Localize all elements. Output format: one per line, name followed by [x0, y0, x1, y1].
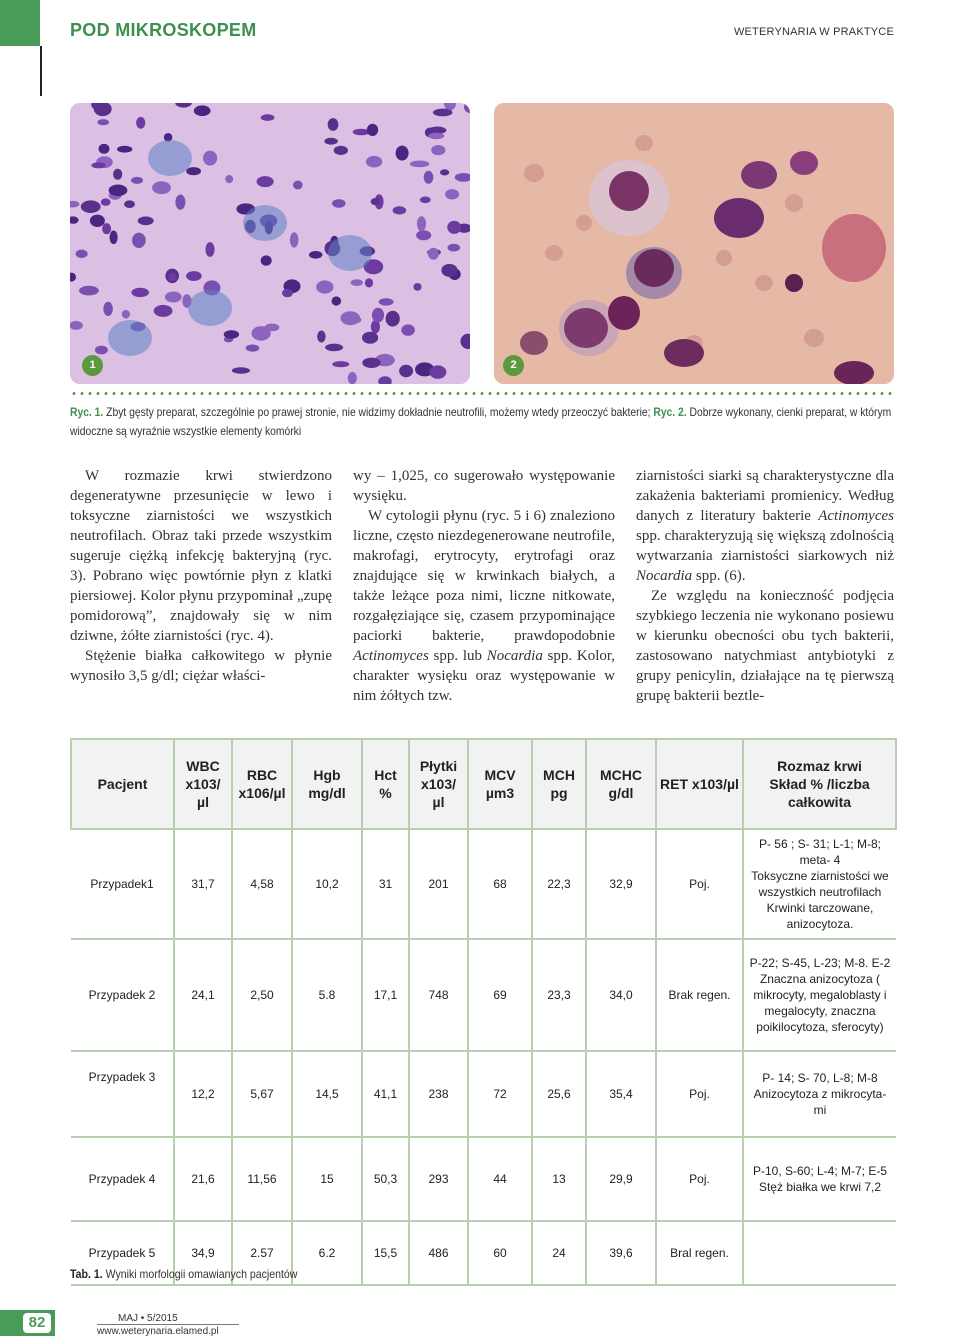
value-cell: 24,1	[174, 939, 232, 1051]
value-cell: 238	[409, 1051, 468, 1137]
value-cell: 39,6	[586, 1221, 656, 1285]
figure-1-micrograph	[70, 103, 470, 384]
value-cell: 486	[409, 1221, 468, 1285]
value-cell: 32,9	[586, 829, 656, 939]
body-column-3	[636, 466, 894, 706]
paragraph: Stężenie białka całkowitego w płynie wynosiło 3,5 g/dl; ciężar właści-	[70, 648, 332, 684]
smear-cell	[743, 1221, 896, 1285]
table-row	[71, 939, 896, 1051]
header-accent-tab	[0, 0, 40, 46]
patient-cell: Przypadek 5	[88, 1246, 156, 1260]
caption-text-2: Dobrze wykonany, cienki preparat, w którym	[686, 405, 892, 419]
column-header: Płytki x103/ µl	[409, 739, 468, 829]
smear-cell: P-10, S-60; L-4; M-7; E-5 Stęż białka we krwi 7,2	[743, 1137, 896, 1221]
value-cell: 69	[468, 939, 532, 1051]
value-cell: 25,6	[532, 1051, 586, 1137]
lab-results-table	[70, 738, 897, 1286]
value-cell: 748	[409, 939, 468, 1051]
value-cell: 14,5	[292, 1051, 362, 1137]
value-cell: 10,2	[292, 829, 362, 939]
value-cell: Poj.	[656, 1137, 743, 1221]
column-header: WBC x103/ µl	[174, 739, 232, 829]
value-cell: 41,1	[362, 1051, 409, 1137]
value-cell: 60	[468, 1221, 532, 1285]
page-number: 82	[23, 1313, 51, 1333]
footer-rule	[97, 1324, 239, 1325]
value-cell: 15,5	[362, 1221, 409, 1285]
paragraph: W rozmazie krwi stwierdzono degeneratywne przesunięcie w lewo i toksyczne ziarnistości we wszystkich neutrofilach. Obraz taki przede wszystkim sugeruje ciężką infekcję bakteryjną (ryc. 3). Pobrano więc powtórnie płyn z klatki piersiowej. Kolor płynu przypominał „zupę pomidorową”, znajdowały się w nim dziwne, żółte ziarnistości (ryc. 4).	[70, 468, 332, 644]
value-cell: 2,50	[232, 939, 292, 1051]
value-cell: Bral regen.	[656, 1221, 743, 1285]
website-link[interactable]: www.weterynaria.elamed.pl	[97, 1326, 219, 1337]
value-cell: Poj.	[656, 829, 743, 939]
patient-cell: Przypadek1	[90, 877, 154, 891]
value-cell: 50,3	[362, 1137, 409, 1221]
table-header-row	[71, 739, 896, 829]
column-header: RBC x106/µl	[232, 739, 292, 829]
magazine-name: WETERYNARIA W PRAKTYCE	[733, 26, 894, 38]
value-cell: 4,58	[232, 829, 292, 939]
body-column-2	[353, 466, 615, 706]
column-header: MCH pg	[532, 739, 586, 829]
value-cell: Poj.	[656, 1051, 743, 1137]
section-title: POD MIKROSKOPEM	[70, 20, 257, 40]
column-header: Pacjent	[71, 739, 174, 829]
value-cell: 293	[409, 1137, 468, 1221]
value-cell: 31,7	[174, 829, 232, 939]
value-cell: 12,2	[174, 1051, 232, 1137]
value-cell: 15	[292, 1137, 362, 1221]
caption-ref-2: Ryc. 2.	[653, 405, 687, 419]
figure-2-micrograph	[494, 103, 894, 384]
caption-line-2: widoczne są wyraźnie wszystkie elementy komórki	[70, 424, 302, 438]
value-cell: 24	[532, 1221, 586, 1285]
value-cell: 21,6	[174, 1137, 232, 1221]
column-header: Hgb mg/dl	[292, 739, 362, 829]
value-cell: 31	[362, 829, 409, 939]
column-header: MCV µm3	[468, 739, 532, 829]
paragraph: Ze względu na konieczność podjęcia szybkiego leczenia nie wykonano posiewu w kierunku obecności obu tych bakterii, zastosowano natychmiast antybiotyki z grupy penicylin, działające na tę pierwszą grupę bakterii beztle-	[636, 588, 894, 704]
table-row	[71, 1137, 896, 1221]
table-row	[71, 1051, 896, 1137]
figure-2-badge: 2	[503, 355, 524, 376]
table-caption	[70, 1267, 297, 1281]
smear-cell: P- 56 ; S- 31; L-1; M-8; meta- 4 Toksyczne ziarnistości we wszystkich neutrofilach Krwinki tarczowane, anizocytoza.	[743, 829, 896, 939]
value-cell: 72	[468, 1051, 532, 1137]
figure-caption	[70, 403, 900, 441]
smear-cell: P-22; S-45, L-23; M-8. E-2 Znaczna anizocytoza ( mikrocyty, megaloblasty i megalocyty, znaczna poikilocytoza, sferocyty)	[743, 939, 896, 1051]
value-cell: 201	[409, 829, 468, 939]
paragraph: W cytologii płynu (ryc. 5 i 6) znaleziono liczne, często niezdegenerowane neutrofile, makrofagi, erytrocyty, erytrofagi oraz znajdujące się w krwinkach białych, a także leżące poza nimi, liczne nitkowate, rozgałęziające się, czasem przypominające paciorki bakterie, prawdopodobnie Actinomyces spp. lub Nocardia spp. Kolor, charakter wysięku oraz występowanie w nim żółtych tzw.	[353, 508, 616, 704]
value-cell: 13	[532, 1137, 586, 1221]
caption-text-1: Zbyt gęsty preparat, szczególnie po prawej stronie, nie widzimy dokładnie neutrofili, możemy wtedy przeoczyć bakterie;	[103, 405, 654, 419]
value-cell: 29,9	[586, 1137, 656, 1221]
paragraph: ziarnistości siarki są charakterystyczne dla zakażenia bakteriami promienicy. Według danych z literatury bakterie Actinomyces spp. charakteryzują się większą zdolnością wytwarzania ziarnistości siarkowych niż Nocardia spp. (6).	[636, 468, 894, 584]
value-cell: 35,4	[586, 1051, 656, 1137]
patient-cell: Przypadek 4	[88, 1172, 156, 1186]
body-column-1	[70, 466, 332, 686]
smear-cell: P- 14; S- 70, L-8; M-8 Anizocytoza z mikrocyta- mi	[743, 1051, 896, 1137]
column-header: RET x103/µl	[656, 739, 743, 829]
figure-1-badge: 1	[82, 355, 103, 376]
value-cell: 11,56	[232, 1137, 292, 1221]
patient-cell: Przypadek 2	[88, 988, 156, 1002]
table-caption-ref: Tab. 1.	[70, 1267, 103, 1281]
patient-cell: Przypadek 3	[88, 1070, 156, 1084]
value-cell: 2.57	[232, 1221, 292, 1285]
caption-ref-1: Ryc. 1.	[70, 405, 104, 419]
column-header: Rozmaz krwi Skład % /liczba całkowita	[743, 739, 896, 829]
value-cell: Brak regen.	[656, 939, 743, 1051]
value-cell: 68	[468, 829, 532, 939]
table-body	[71, 829, 896, 1285]
value-cell: 5,67	[232, 1051, 292, 1137]
column-header: Hct %	[362, 739, 409, 829]
table-row	[71, 829, 896, 939]
value-cell: 6.2	[292, 1221, 362, 1285]
value-cell: 34,9	[174, 1221, 232, 1285]
column-header: MCHC g/dl	[586, 739, 656, 829]
dotted-divider	[70, 392, 894, 395]
table-caption-text: Wyniki morfologii omawianych pacjentów	[102, 1267, 298, 1281]
value-cell: 22,3	[532, 829, 586, 939]
paragraph: wy – 1,025, co sugerowało występowanie wysięku.	[353, 468, 615, 504]
value-cell: 17,1	[362, 939, 409, 1051]
value-cell: 23,3	[532, 939, 586, 1051]
value-cell: 5.8	[292, 939, 362, 1051]
header-divider	[40, 46, 42, 96]
value-cell: 34,0	[586, 939, 656, 1051]
value-cell: 44	[468, 1137, 532, 1221]
issue-label: MAJ • 5/2015	[118, 1313, 178, 1324]
